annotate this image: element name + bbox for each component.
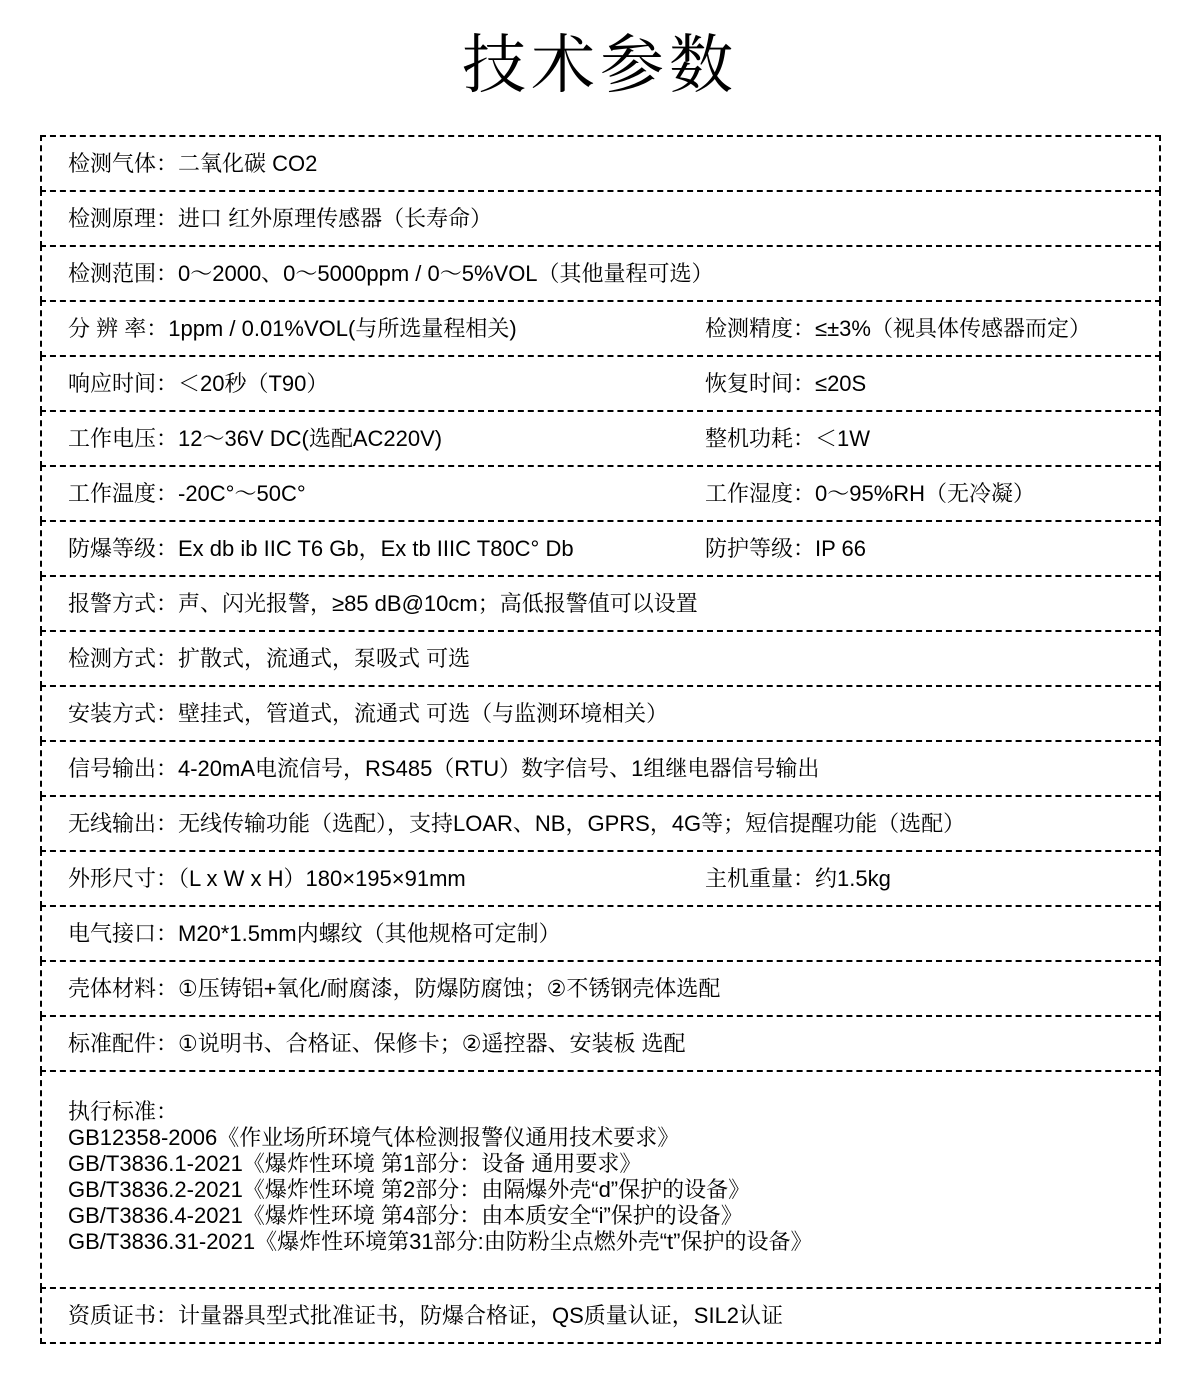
row-explosion-protection-rating (40, 520, 1161, 577)
row-wireless-output (40, 795, 1161, 852)
row-text-left: 外形尺寸：（L x W x H）180×195×91mm (68, 865, 466, 891)
standards-line: GB/T3836.1-2021《爆炸性环境 第1部分：设备 通用要求》 (68, 1151, 642, 1176)
row-alarm-mode (40, 575, 1161, 632)
row-text-right: 防护等级：IP 66 (705, 535, 866, 561)
row-text: 无线输出：无线传输功能（选配），支持LOAR、NB，GPRS，4G等；短信提醒功能（选配） (68, 810, 966, 836)
row-text-right: 主机重量：约1.5kg (705, 865, 891, 891)
row-text: 检测方式：扩散式，流通式，泵吸式 可选 (68, 645, 471, 671)
row-installation-mode (40, 685, 1161, 742)
row-text: 检测范围：0～2000、0～5000ppm / 0～5%VOL（其他量程可选） (68, 260, 714, 286)
row-text-left: 工作电压：12～36V DC(选配AC220V) (68, 425, 443, 451)
row-text: 检测原理：进口 红外原理传感器（长寿命） (68, 205, 493, 231)
row-detection-range (40, 245, 1161, 302)
row-text: 壳体材料：①压铸铝+氧化/耐腐漆，防爆防腐蚀；②不锈钢壳体选配 (68, 975, 721, 1001)
row-text-right: 恢复时间：≤20S (705, 370, 867, 396)
row-voltage-power (40, 410, 1161, 467)
row-executed-standards (40, 1070, 1161, 1289)
row-text: 资质证书：计量器具型式批准证书，防爆合格证，QS质量认证，SIL2认证 (68, 1302, 784, 1328)
row-electrical-interface (40, 905, 1161, 962)
row-response-recovery-time (40, 355, 1161, 412)
row-signal-output (40, 740, 1161, 797)
row-text: 标准配件：①说明书、合格证、保修卡；②遥控器、安装板 选配 (68, 1030, 686, 1056)
row-text-left: 工作温度：-20C°～50C° (68, 480, 306, 506)
row-text-left: 分 辨 率：1ppm / 0.01%VOL(与所选量程相关) (68, 315, 517, 341)
page-title: 技术参数 (462, 29, 738, 101)
row-text: 电气接口：M20*1.5mm内螺纹（其他规格可定制） (68, 920, 561, 946)
standards-line: GB/T3836.4-2021《爆炸性环境 第4部分：由本质安全“i”保护的设备》 (68, 1203, 743, 1228)
row-text-right: 检测精度：≤±3%（视具体传感器而定） (705, 315, 1091, 341)
standards-line: GB12358-2006《作业场所环境气体检测报警仪通用技术要求》 (68, 1125, 680, 1150)
row-text-left: 防爆等级：Ex db ib IIC T6 Gb，Ex tb IIIC T80C° Db (68, 535, 574, 561)
standards-line: 执行标准： (68, 1099, 179, 1124)
row-standard-accessories (40, 1015, 1161, 1072)
row-text-left: 响应时间：＜20秒（T90） (68, 370, 329, 396)
row-qualification-certificates (40, 1287, 1161, 1344)
row-detected-gas (40, 135, 1161, 192)
standards-line: GB/T3836.2-2021《爆炸性环境 第2部分：由隔爆外壳“d”保护的设备》 (68, 1177, 751, 1202)
row-text: 安装方式：壁挂式，管道式，流通式 可选（与监测环境相关） (68, 700, 669, 726)
row-detection-mode (40, 630, 1161, 687)
row-text: 检测气体：二氧化碳 CO2 (68, 150, 318, 176)
row-dimensions-weight (40, 850, 1161, 907)
row-text-right: 工作湿度：0～95%RH（无冷凝） (705, 480, 1036, 506)
spec-table (40, 135, 1161, 1344)
row-detection-principle (40, 190, 1161, 247)
row-text-right: 整机功耗：＜1W (705, 425, 871, 451)
row-housing-material (40, 960, 1161, 1017)
row-temperature-humidity (40, 465, 1161, 522)
standards-line: GB/T3836.31-2021《爆炸性环境第31部分:由防粉尘点燃外壳“t”保护的设备》 (68, 1229, 813, 1254)
row-text: 信号输出：4-20mA电流信号，RS485（RTU）数字信号、1组继电器信号输出 (68, 755, 820, 781)
row-text: 报警方式：声、闪光报警，≥85 dB@10cm；高低报警值可以设置 (68, 590, 698, 616)
row-resolution-accuracy (40, 300, 1161, 357)
